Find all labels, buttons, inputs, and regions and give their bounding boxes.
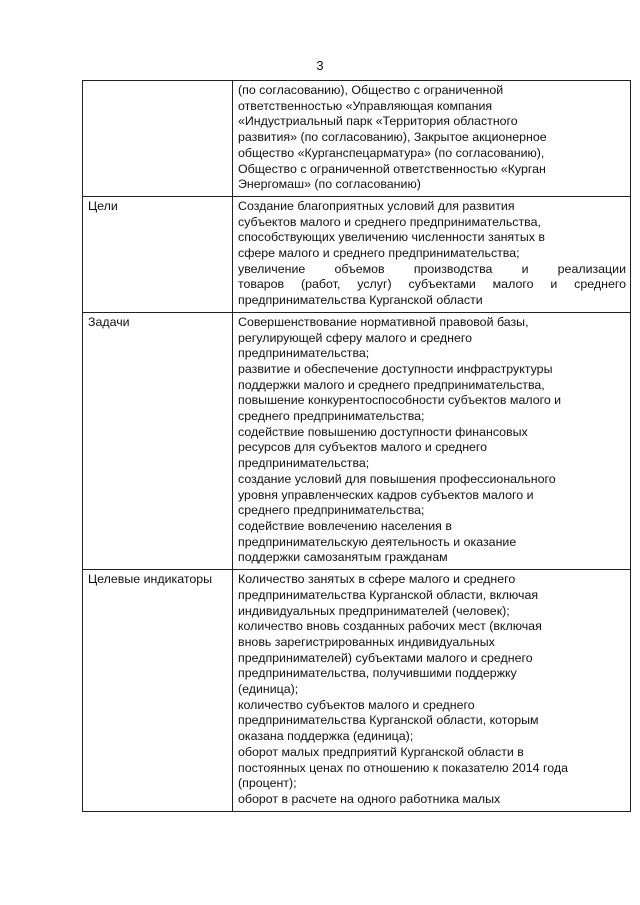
text-line: сфере малого и среднего предпринимательства; (238, 246, 520, 261)
row-value-target-indicators (233, 570, 631, 812)
row-label-tasks: Задачи (83, 312, 233, 569)
row-label-participants (83, 81, 233, 197)
text-line: субъектов малого и среднего предпринимательства, (238, 214, 541, 229)
text-line: индивидуальных предпринимателей (человек); (238, 603, 510, 618)
text-line: «Индустриальный парк «Территория областного (238, 114, 518, 129)
text-line: развития» (по согласованию), Закрытое акционерное (238, 130, 547, 145)
text-line: постоянных ценах по отношению к показателю 2014 года (238, 760, 568, 775)
text-line: товаров (работ, услуг) субъектами малого и среднего (238, 277, 626, 292)
row-label-target-indicators: Целевые индикаторы (83, 570, 233, 812)
text-line: (по согласованию), Общество с ограниченной (238, 83, 504, 97)
text-line: Общество с ограниченной ответственностью «Курган (238, 161, 546, 176)
text-line: среднего предпринимательства; (238, 409, 425, 424)
row-label-goals: Цели (83, 196, 233, 312)
passport-table (82, 80, 631, 812)
text-line: (единица); (238, 682, 299, 697)
text-line: предпринимательства Курганской области, которым (238, 713, 539, 728)
text-line: среднего предпринимательства; (238, 503, 425, 518)
table-row-participants (83, 81, 631, 197)
text-line: создание условий для повышения профессионального (238, 471, 556, 486)
text-line: ответственностью «Управляющая компания (238, 98, 493, 113)
row-value-participants (233, 81, 631, 197)
text-line: количество вновь созданных рабочих мест (включая (238, 619, 542, 634)
text-line: предпринимательства Курганской области (238, 293, 483, 308)
row-value-tasks (233, 312, 631, 569)
text-line: Энергомаш» (по согласованию) (238, 177, 421, 192)
text-line: предпринимательскую деятельность и оказание (238, 534, 517, 549)
text-line: повышение конкурентоспособности субъектов малого и (238, 393, 562, 408)
text-line: предпринимательства, получившими поддержку (238, 666, 517, 681)
text-line: Количество занятых в сфере малого и среднего (238, 572, 516, 587)
text-line: вновь зарегистрированных индивидуальных (238, 634, 495, 649)
text-line: общество «Курганспецарматура» (по согласованию), (238, 145, 545, 160)
row-value-goals (233, 196, 631, 312)
text-line: предпринимательства Курганской области, включая (238, 587, 539, 602)
text-line: Создание благоприятных условий для развития (238, 198, 515, 213)
text-line: поддержки самозанятым гражданам (238, 550, 448, 565)
text-line: содействие вовлечению населения в (238, 518, 452, 533)
table-row-goals (83, 196, 631, 312)
table-row-target-indicators (83, 570, 631, 812)
text-line: оборот в расчете на одного работника малых (238, 791, 501, 806)
table-row-tasks (83, 312, 631, 569)
text-line: увеличение объемов производства и реализации (238, 261, 626, 276)
text-line: количество субъектов малого и среднего (238, 697, 475, 712)
text-line: ресурсов для субъектов малого и среднего (238, 440, 488, 455)
text-line: способствующих увеличению численности занятых в (238, 230, 545, 245)
text-line: предпринимателей) субъектами малого и среднего (238, 650, 533, 665)
text-line: содействие повышению доступности финансовых (238, 424, 528, 439)
text-line: предпринимательства; (238, 346, 370, 361)
text-line: уровня управленческих кадров субъектов малого и (238, 487, 534, 502)
text-line: регулирующей сферу малого и среднего (238, 330, 473, 345)
text-line: предпринимательства; (238, 456, 370, 471)
text-line: поддержки малого и среднего предпринимательства, (238, 377, 545, 392)
text-line: Совершенствование нормативной правовой базы, (238, 314, 529, 329)
text-line: развитие и обеспечение доступности инфраструктуры (238, 361, 553, 376)
text-line: (процент); (238, 776, 297, 791)
text-line: оборот малых предприятий Курганской области в (238, 744, 524, 759)
page-number: 3 (316, 58, 324, 73)
text-line: оказана поддержка (единица); (238, 729, 414, 744)
